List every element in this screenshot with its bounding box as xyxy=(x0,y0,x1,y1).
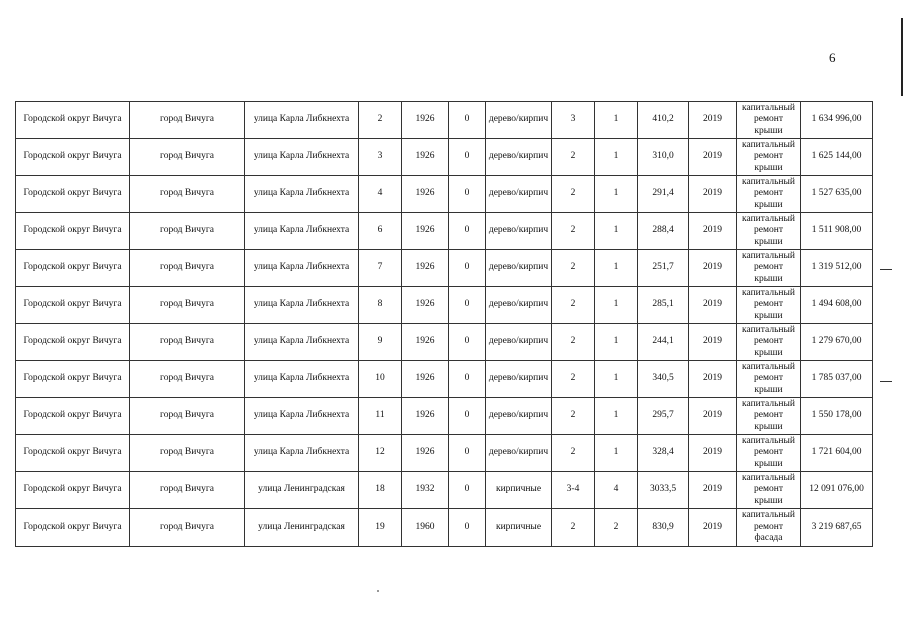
cell-work-type: капитальный ремонт крыши xyxy=(737,287,801,324)
cell-material: дерево/кирпич xyxy=(486,324,552,361)
cell-city: город Вичуга xyxy=(130,250,245,287)
cell-district: Городской округ Вичуга xyxy=(16,435,130,472)
cell-cost: 1 550 178,00 xyxy=(801,398,873,435)
cell-entrances: 1 xyxy=(595,213,638,250)
cell-entrances: 1 xyxy=(595,139,638,176)
cell-work-type: капитальный ремонт крыши xyxy=(737,139,801,176)
cell-entrances: 1 xyxy=(595,287,638,324)
cell-plan-year: 2019 xyxy=(689,472,737,509)
cell-street: улица Карла Либкнехта xyxy=(245,176,359,213)
cell-material: кирпичные xyxy=(486,472,552,509)
cell-district: Городской округ Вичуга xyxy=(16,361,130,398)
cell-work-type: капитальный ремонт крыши xyxy=(737,176,801,213)
cell-area: 830,9 xyxy=(638,509,689,547)
cell-house: 18 xyxy=(359,472,402,509)
cell-zero: 0 xyxy=(449,435,486,472)
cell-cost: 1 721 604,00 xyxy=(801,435,873,472)
cell-zero: 0 xyxy=(449,324,486,361)
cell-work-type: капитальный ремонт крыши xyxy=(737,435,801,472)
cell-material: дерево/кирпич xyxy=(486,176,552,213)
cell-area: 340,5 xyxy=(638,361,689,398)
repair-schedule-table xyxy=(15,101,873,547)
cell-year: 1926 xyxy=(402,324,449,361)
cell-cost: 1 279 670,00 xyxy=(801,324,873,361)
cell-material: дерево/кирпич xyxy=(486,250,552,287)
cell-entrances: 4 xyxy=(595,472,638,509)
cell-year: 1926 xyxy=(402,176,449,213)
cell-year: 1926 xyxy=(402,435,449,472)
cell-cost: 1 625 144,00 xyxy=(801,139,873,176)
cell-area: 310,0 xyxy=(638,139,689,176)
cell-street: улица Карла Либкнехта xyxy=(245,361,359,398)
cell-work-type: капитальный ремонт крыши xyxy=(737,213,801,250)
cell-zero: 0 xyxy=(449,398,486,435)
cell-material: дерево/кирпич xyxy=(486,139,552,176)
cell-area: 251,7 xyxy=(638,250,689,287)
table-row xyxy=(16,250,873,287)
cell-floors: 2 xyxy=(552,213,595,250)
cell-house: 9 xyxy=(359,324,402,361)
cell-zero: 0 xyxy=(449,509,486,547)
cell-cost: 1 634 996,00 xyxy=(801,102,873,139)
cell-house: 4 xyxy=(359,176,402,213)
cell-floors: 2 xyxy=(552,250,595,287)
cell-district: Городской округ Вичуга xyxy=(16,139,130,176)
cell-area: 410,2 xyxy=(638,102,689,139)
cell-district: Городской округ Вичуга xyxy=(16,287,130,324)
cell-house: 11 xyxy=(359,398,402,435)
cell-work-type: капитальный ремонт крыши xyxy=(737,361,801,398)
cell-year: 1932 xyxy=(402,472,449,509)
table-row xyxy=(16,472,873,509)
cell-street: улица Карла Либкнехта xyxy=(245,250,359,287)
cell-plan-year: 2019 xyxy=(689,509,737,547)
table-row xyxy=(16,213,873,250)
cell-zero: 0 xyxy=(449,102,486,139)
scan-speck xyxy=(377,590,379,592)
cell-material: дерево/кирпич xyxy=(486,398,552,435)
cell-area: 288,4 xyxy=(638,213,689,250)
cell-year: 1926 xyxy=(402,250,449,287)
cell-area: 328,4 xyxy=(638,435,689,472)
cell-floors: 3-4 xyxy=(552,472,595,509)
cell-entrances: 1 xyxy=(595,250,638,287)
cell-plan-year: 2019 xyxy=(689,139,737,176)
cell-street: улица Ленинградская xyxy=(245,509,359,547)
cell-work-type: капитальный ремонт крыши xyxy=(737,102,801,139)
cell-floors: 2 xyxy=(552,139,595,176)
table-row xyxy=(16,102,873,139)
cell-district: Городской округ Вичуга xyxy=(16,509,130,547)
cell-street: улица Карла Либкнехта xyxy=(245,287,359,324)
cell-zero: 0 xyxy=(449,176,486,213)
cell-city: город Вичуга xyxy=(130,176,245,213)
cell-zero: 0 xyxy=(449,287,486,324)
cell-street: улица Карла Либкнехта xyxy=(245,324,359,361)
cell-plan-year: 2019 xyxy=(689,250,737,287)
cell-district: Городской округ Вичуга xyxy=(16,398,130,435)
scan-edge-mark xyxy=(901,18,903,96)
cell-year: 1926 xyxy=(402,361,449,398)
cell-cost: 1 785 037,00 xyxy=(801,361,873,398)
cell-material: кирпичные xyxy=(486,509,552,547)
cell-material: дерево/кирпич xyxy=(486,213,552,250)
cell-city: город Вичуга xyxy=(130,213,245,250)
table-row xyxy=(16,398,873,435)
cell-street: улица Карла Либкнехта xyxy=(245,435,359,472)
cell-city: город Вичуга xyxy=(130,287,245,324)
cell-floors: 3 xyxy=(552,102,595,139)
cell-floors: 2 xyxy=(552,435,595,472)
cell-plan-year: 2019 xyxy=(689,287,737,324)
cell-plan-year: 2019 xyxy=(689,435,737,472)
cell-entrances: 1 xyxy=(595,398,638,435)
cell-year: 1926 xyxy=(402,398,449,435)
cell-entrances: 1 xyxy=(595,102,638,139)
cell-zero: 0 xyxy=(449,250,486,287)
cell-entrances: 1 xyxy=(595,435,638,472)
cell-city: город Вичуга xyxy=(130,324,245,361)
table-row xyxy=(16,176,873,213)
cell-street: улица Ленинградская xyxy=(245,472,359,509)
cell-plan-year: 2019 xyxy=(689,102,737,139)
cell-plan-year: 2019 xyxy=(689,361,737,398)
cell-street: улица Карла Либкнехта xyxy=(245,139,359,176)
cell-house: 2 xyxy=(359,102,402,139)
cell-floors: 2 xyxy=(552,324,595,361)
cell-house: 12 xyxy=(359,435,402,472)
cell-area: 3033,5 xyxy=(638,472,689,509)
cell-street: улица Карла Либкнехта xyxy=(245,102,359,139)
cell-work-type: капитальный ремонт крыши xyxy=(737,324,801,361)
cell-cost: 1 511 908,00 xyxy=(801,213,873,250)
cell-work-type: капитальный ремонт крыши xyxy=(737,472,801,509)
cell-city: город Вичуга xyxy=(130,509,245,547)
cell-floors: 2 xyxy=(552,509,595,547)
cell-city: город Вичуга xyxy=(130,102,245,139)
cell-street: улица Карла Либкнехта xyxy=(245,398,359,435)
cell-city: город Вичуга xyxy=(130,139,245,176)
cell-cost: 12 091 076,00 xyxy=(801,472,873,509)
cell-work-type: капитальный ремонт крыши xyxy=(737,398,801,435)
cell-zero: 0 xyxy=(449,472,486,509)
cell-plan-year: 2019 xyxy=(689,213,737,250)
cell-city: город Вичуга xyxy=(130,398,245,435)
cell-house: 6 xyxy=(359,213,402,250)
cell-city: город Вичуга xyxy=(130,435,245,472)
cell-district: Городской округ Вичуга xyxy=(16,176,130,213)
cell-floors: 2 xyxy=(552,176,595,213)
cell-plan-year: 2019 xyxy=(689,324,737,361)
cell-year: 1926 xyxy=(402,139,449,176)
cell-plan-year: 2019 xyxy=(689,176,737,213)
cell-cost: 1 527 635,00 xyxy=(801,176,873,213)
table-row xyxy=(16,139,873,176)
cell-material: дерево/кирпич xyxy=(486,435,552,472)
cell-year: 1926 xyxy=(402,102,449,139)
cell-entrances: 2 xyxy=(595,509,638,547)
cell-floors: 2 xyxy=(552,361,595,398)
cell-house: 19 xyxy=(359,509,402,547)
cell-house: 8 xyxy=(359,287,402,324)
table-row xyxy=(16,435,873,472)
cell-material: дерево/кирпич xyxy=(486,361,552,398)
cell-entrances: 1 xyxy=(595,324,638,361)
table-row xyxy=(16,324,873,361)
cell-floors: 2 xyxy=(552,287,595,324)
cell-house: 3 xyxy=(359,139,402,176)
cell-cost: 1 319 512,00 xyxy=(801,250,873,287)
cell-district: Городской округ Вичуга xyxy=(16,213,130,250)
cell-district: Городской округ Вичуга xyxy=(16,102,130,139)
table-row xyxy=(16,287,873,324)
page-number: 6 xyxy=(829,50,836,65)
cell-city: город Вичуга xyxy=(130,361,245,398)
cell-area: 291,4 xyxy=(638,176,689,213)
cell-city: город Вичуга xyxy=(130,472,245,509)
cell-cost: 3 219 687,65 xyxy=(801,509,873,547)
cell-year: 1960 xyxy=(402,509,449,547)
cell-house: 10 xyxy=(359,361,402,398)
cell-street: улица Карла Либкнехта xyxy=(245,213,359,250)
cell-work-type: капитальный ремонт фасада xyxy=(737,509,801,547)
cell-plan-year: 2019 xyxy=(689,398,737,435)
cell-entrances: 1 xyxy=(595,361,638,398)
cell-district: Городской округ Вичуга xyxy=(16,324,130,361)
cell-year: 1926 xyxy=(402,287,449,324)
cell-entrances: 1 xyxy=(595,176,638,213)
scan-tick-mark xyxy=(880,381,892,382)
cell-zero: 0 xyxy=(449,213,486,250)
cell-district: Городской округ Вичуга xyxy=(16,472,130,509)
table-row xyxy=(16,509,873,547)
cell-district: Городской округ Вичуга xyxy=(16,250,130,287)
cell-floors: 2 xyxy=(552,398,595,435)
cell-area: 285,1 xyxy=(638,287,689,324)
cell-material: дерево/кирпич xyxy=(486,102,552,139)
scan-tick-mark xyxy=(880,269,892,270)
cell-zero: 0 xyxy=(449,361,486,398)
table-row xyxy=(16,361,873,398)
cell-area: 244,1 xyxy=(638,324,689,361)
cell-work-type: капитальный ремонт крыши xyxy=(737,250,801,287)
cell-area: 295,7 xyxy=(638,398,689,435)
cell-house: 7 xyxy=(359,250,402,287)
cell-material: дерево/кирпич xyxy=(486,287,552,324)
cell-year: 1926 xyxy=(402,213,449,250)
cell-zero: 0 xyxy=(449,139,486,176)
cell-cost: 1 494 608,00 xyxy=(801,287,873,324)
